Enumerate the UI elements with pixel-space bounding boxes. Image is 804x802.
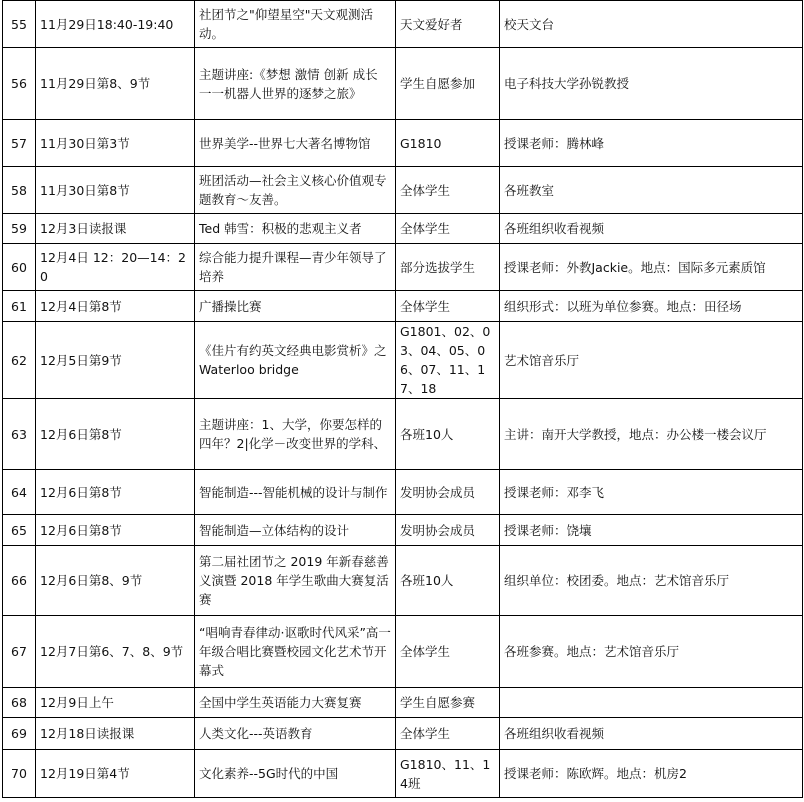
audience-cell: 学生自愿参赛	[396, 688, 500, 718]
date-time-cell: 12月19日第4节	[36, 750, 195, 798]
table-row	[3, 1, 803, 48]
audience-cell: 全体学生	[396, 167, 500, 214]
date-time-cell: 12月18日读报课	[36, 718, 195, 750]
note-cell: 授课老师：饶壤	[500, 515, 803, 546]
table-row	[3, 750, 803, 798]
audience-cell: 各班10人	[396, 546, 500, 616]
activity-cell: 全国中学生英语能力大赛复赛	[195, 688, 396, 718]
row-number-cell: 63	[3, 399, 36, 470]
date-time-cell: 11月30日第8节	[36, 167, 195, 214]
row-number-cell: 69	[3, 718, 36, 750]
table-row	[3, 718, 803, 750]
table-row	[3, 48, 803, 120]
date-time-cell: 12月3日读报课	[36, 214, 195, 244]
table-row	[3, 322, 803, 399]
note-cell: 各班教室	[500, 167, 803, 214]
date-time-cell: 11月30日第3节	[36, 120, 195, 167]
row-number-cell: 68	[3, 688, 36, 718]
activity-cell: 班团活动—社会主义核心价值观专题教育～友善。	[195, 167, 396, 214]
row-number-cell: 58	[3, 167, 36, 214]
table-row	[3, 515, 803, 546]
activity-cell: 人类文化---英语教育	[195, 718, 396, 750]
row-number-cell: 60	[3, 244, 36, 291]
table-row	[3, 244, 803, 291]
note-cell: 授课老师：外教Jackie。地点：国际多元素质馆	[500, 244, 803, 291]
schedule-body	[3, 1, 803, 798]
audience-cell: 全体学生	[396, 616, 500, 688]
date-time-cell: 11月29日18:40-19:40	[36, 1, 195, 48]
table-row	[3, 214, 803, 244]
note-cell: 授课老师：陈欧辉。地点：机房2	[500, 750, 803, 798]
note-cell: 艺术馆音乐厅	[500, 322, 803, 399]
row-number-cell: 70	[3, 750, 36, 798]
date-time-cell: 12月7日第6、7、8、9节	[36, 616, 195, 688]
date-time-cell: 11月29日第8、9节	[36, 48, 195, 120]
table-row	[3, 688, 803, 718]
activity-cell: 社团节之"仰望星空"天文观测活动。	[195, 1, 396, 48]
row-number-cell: 65	[3, 515, 36, 546]
date-time-cell: 12月9日上午	[36, 688, 195, 718]
audience-cell: 天文爱好者	[396, 1, 500, 48]
row-number-cell: 57	[3, 120, 36, 167]
table-row	[3, 470, 803, 515]
date-time-cell: 12月6日第8节	[36, 399, 195, 470]
date-time-cell: 12月4日第8节	[36, 291, 195, 322]
note-cell: 主讲：南开大学教授，地点：办公楼一楼会议厅	[500, 399, 803, 470]
audience-cell: 各班10人	[396, 399, 500, 470]
audience-cell: 全体学生	[396, 718, 500, 750]
activity-cell: “唱响青春律动·讴歌时代风采”高一年级合唱比赛暨校园文化艺术节开幕式	[195, 616, 396, 688]
audience-cell: G1801、02、03、04、05、06、07、11、17、18	[396, 322, 500, 399]
activity-cell: Ted 韩雪：积极的悲观主义者	[195, 214, 396, 244]
audience-cell: 发明协会成员	[396, 515, 500, 546]
row-number-cell: 59	[3, 214, 36, 244]
date-time-cell: 12月6日第8节	[36, 470, 195, 515]
activity-cell: 智能制造---智能机械的设计与制作	[195, 470, 396, 515]
audience-cell: 全体学生	[396, 214, 500, 244]
row-number-cell: 55	[3, 1, 36, 48]
note-cell: 各班组织收看视频	[500, 718, 803, 750]
activity-cell: 主题讲座：1、大学，你要怎样的四年？2|化学－改变世界的学科、	[195, 399, 396, 470]
activity-cell: 综合能力提升课程—青少年领导了培养	[195, 244, 396, 291]
audience-cell: G1810	[396, 120, 500, 167]
note-cell: 授课老师：邓李飞	[500, 470, 803, 515]
table-row	[3, 291, 803, 322]
table-row	[3, 399, 803, 470]
date-time-cell: 12月6日第8、9节	[36, 546, 195, 616]
note-cell: 电子科技大学孙锐教授	[500, 48, 803, 120]
audience-cell: 全体学生	[396, 291, 500, 322]
row-number-cell: 66	[3, 546, 36, 616]
activity-cell: 广播操比赛	[195, 291, 396, 322]
note-cell: 各班参赛。地点：艺术馆音乐厅	[500, 616, 803, 688]
audience-cell: 发明协会成员	[396, 470, 500, 515]
table-row	[3, 546, 803, 616]
activity-cell: 《佳片有约英文经典电影赏析》之 Waterloo bridge	[195, 322, 396, 399]
date-time-cell: 12月5日第9节	[36, 322, 195, 399]
row-number-cell: 64	[3, 470, 36, 515]
activity-cell: 第二届社团节之 2019 年新春慈善义演暨 2018 年学生歌曲大赛复活赛	[195, 546, 396, 616]
audience-cell: 学生自愿参加	[396, 48, 500, 120]
schedule-table	[2, 0, 803, 798]
row-number-cell: 67	[3, 616, 36, 688]
date-time-cell: 12月4日 12：20—14：20	[36, 244, 195, 291]
activity-cell: 智能制造—立体结构的设计	[195, 515, 396, 546]
audience-cell: G1810、11、14班	[396, 750, 500, 798]
activity-cell: 世界美学--世界七大著名博物馆	[195, 120, 396, 167]
row-number-cell: 56	[3, 48, 36, 120]
row-number-cell: 61	[3, 291, 36, 322]
row-number-cell: 62	[3, 322, 36, 399]
table-row	[3, 616, 803, 688]
note-cell: 授课老师：腾林峰	[500, 120, 803, 167]
note-cell: 组织形式：以班为单位参赛。地点：田径场	[500, 291, 803, 322]
activity-cell: 文化素养--5G时代的中国	[195, 750, 396, 798]
table-row	[3, 120, 803, 167]
activity-cell: 主题讲座:《梦想 激情 创新 成长 一一机器人世界的逐梦之旅》	[195, 48, 396, 120]
note-cell	[500, 688, 803, 718]
note-cell: 组织单位：校团委。地点：艺术馆音乐厅	[500, 546, 803, 616]
note-cell: 各班组织收看视频	[500, 214, 803, 244]
date-time-cell: 12月6日第8节	[36, 515, 195, 546]
audience-cell: 部分选拔学生	[396, 244, 500, 291]
table-row	[3, 167, 803, 214]
note-cell: 校天文台	[500, 1, 803, 48]
